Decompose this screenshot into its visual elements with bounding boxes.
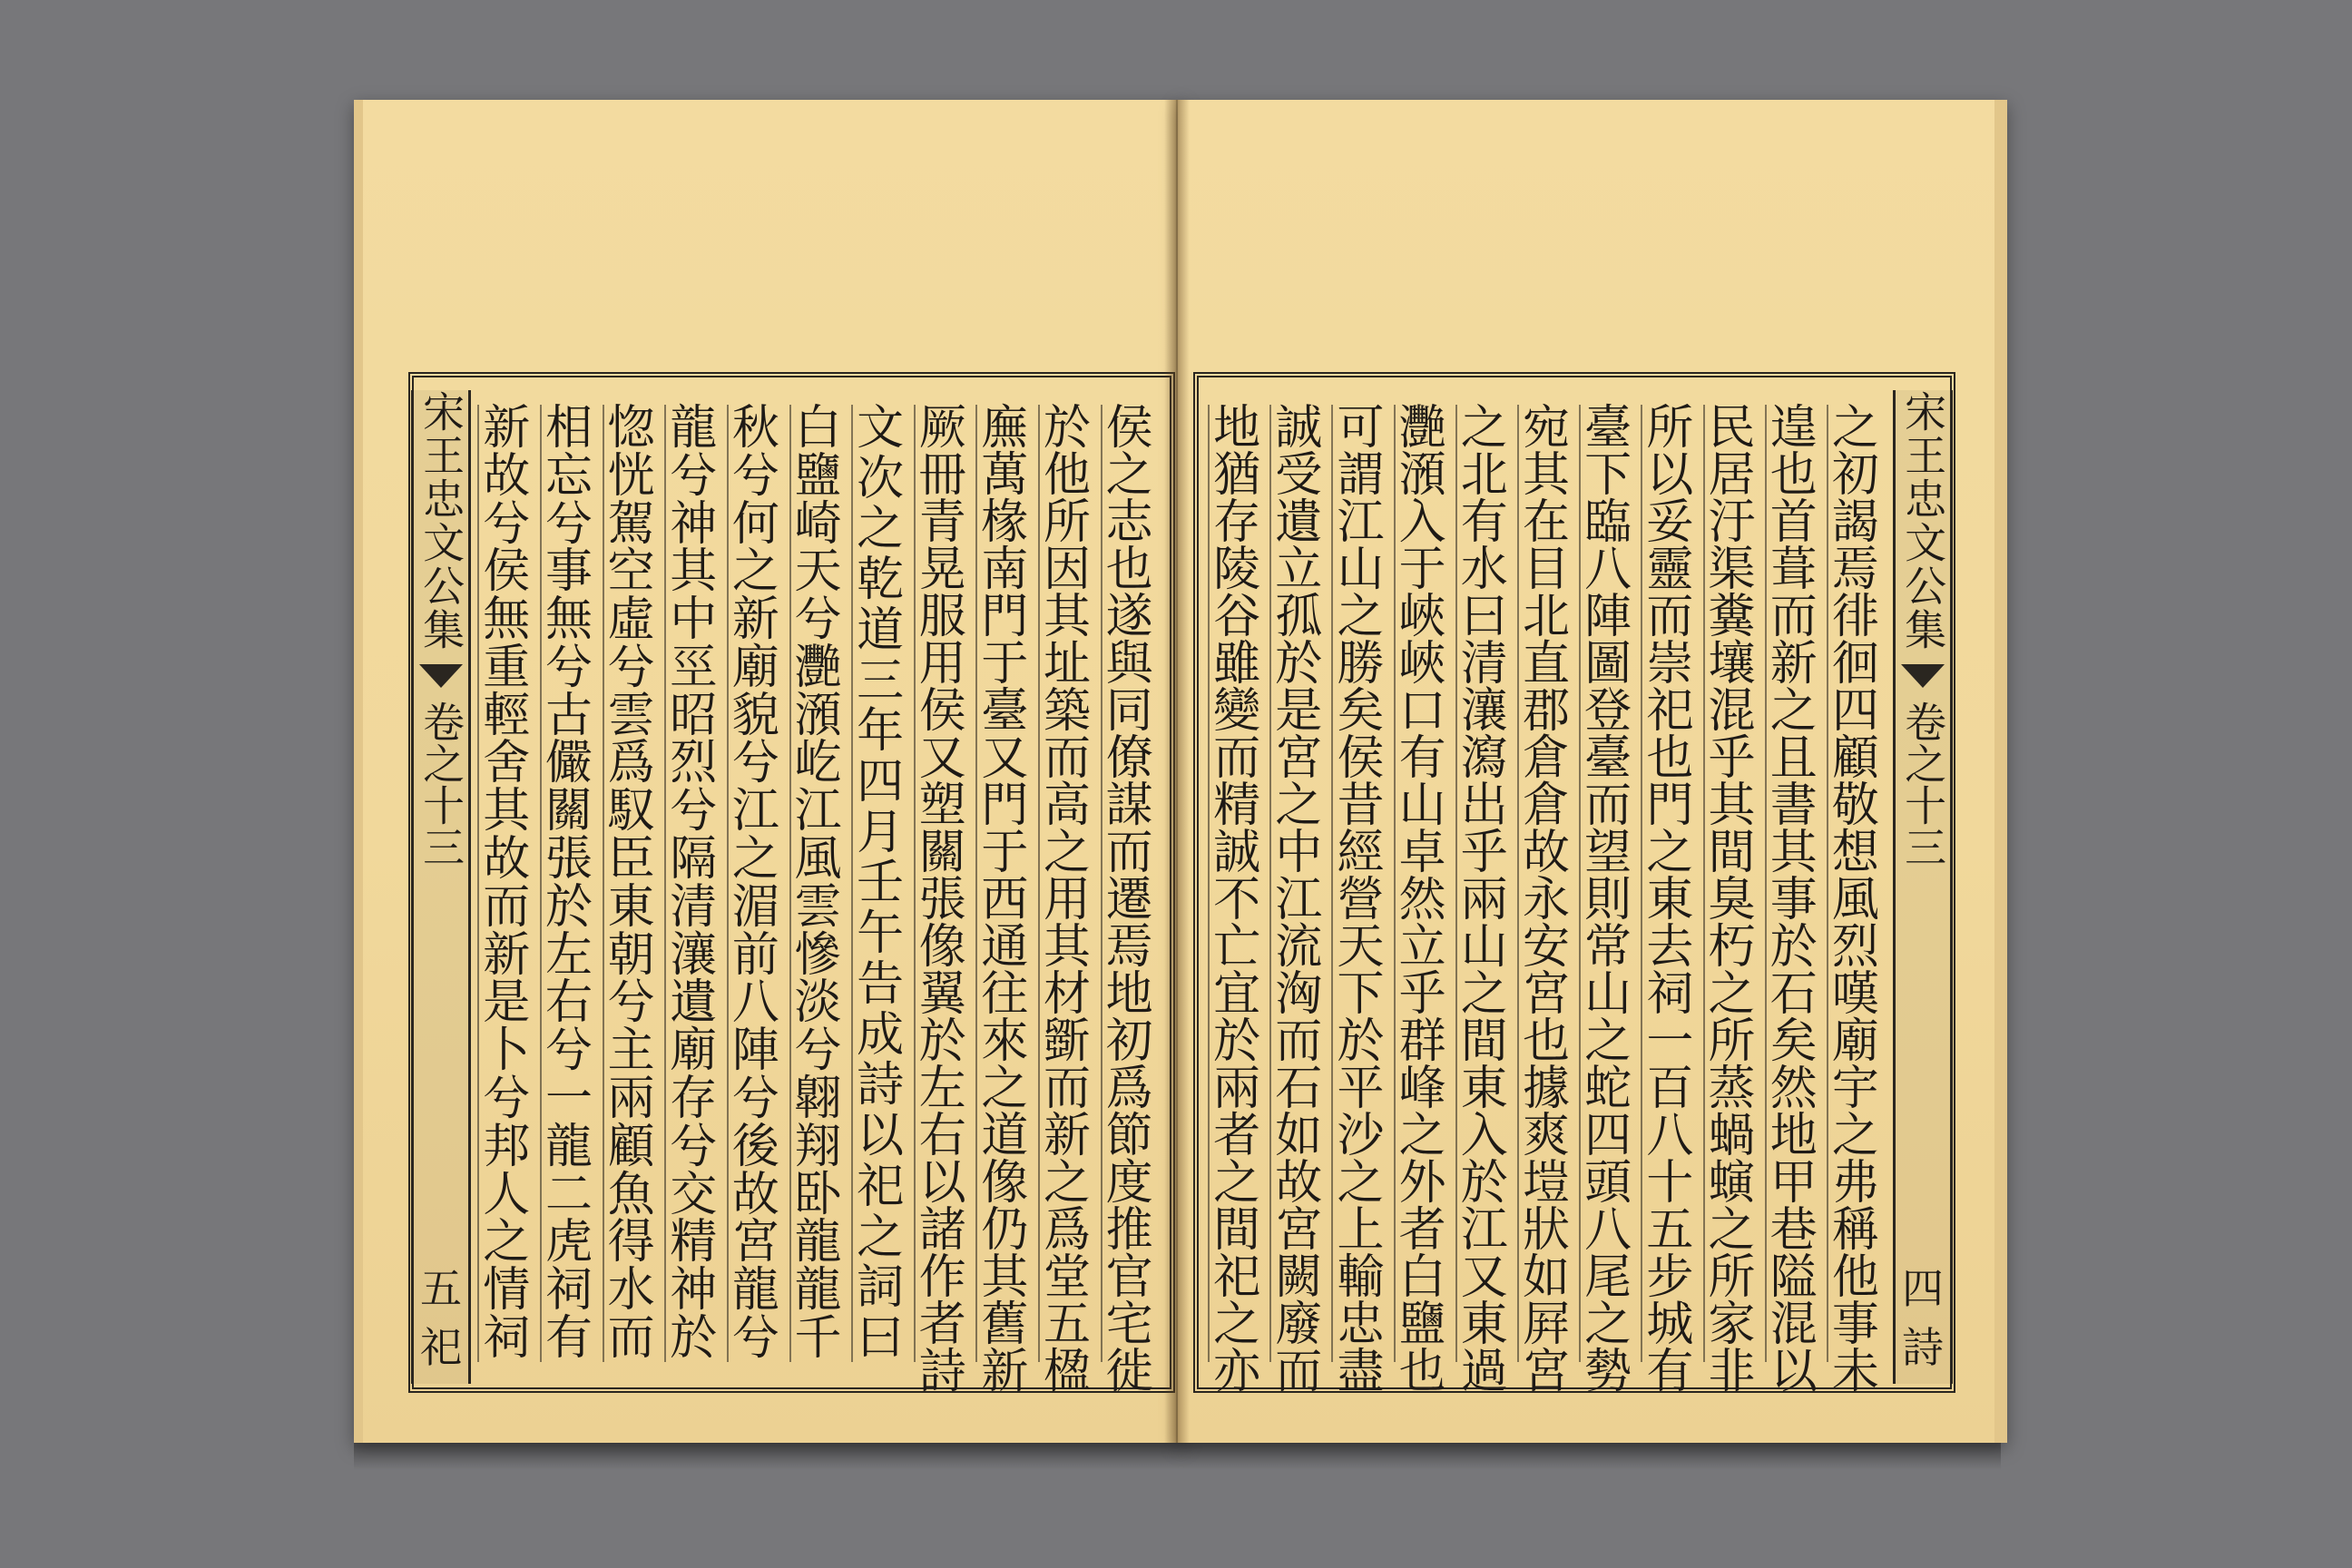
text-column: 地 猶 存 陵 谷 雖 變 而 精 誠 不 亡 宜 於 兩 者 之 間 祀 之 亦 (1208, 405, 1264, 1362)
margin-volume: 卷之十三 (1898, 701, 1948, 867)
right-text-block (1193, 372, 1955, 1399)
text-column: 廡 萬 椽 南 門 于 臺 又 門 于 西 通 往 來 之 道 像 仍 其 舊 新 (975, 405, 1032, 1362)
text-column: 可 謂 江 山 之 勝 矣 侯 昔 經 營 天 下 於 平 沙 之 上 輸 忠 盡 (1331, 405, 1387, 1362)
text-column: 之 北 有 水 曰 清 瀼 瀉 出 乎 兩 山 之 間 東 入 於 江 又 東 過 (1455, 405, 1512, 1362)
right-page (1178, 100, 2007, 1443)
text-column: 文 次 之 乾 道 三 年 四 月 壬 午 告 成 詩 以 祀 之 詞 曰 (851, 405, 907, 1362)
book-shadow (354, 1443, 2001, 1470)
text-column: 遑 也 首 葺 而 新 之 且 書 其 事 於 石 矣 然 地 甲 巷 隘 混 以 (1765, 405, 1821, 1362)
text-column: 相 忘 兮 事 無 兮 古 儼 關 張 於 左 右 兮 一 龍 二 虎 祠 有 (540, 405, 596, 1362)
text-column: 誠 受 遺 立 孤 於 是 宮 之 中 江 流 洶 而 石 如 故 宮 闕 廢 而 (1269, 405, 1326, 1362)
text-column: 灧 澦 入 于 峽 峽 口 有 山 卓 然 立 乎 群 峰 之 外 者 白 鹽 也 (1394, 405, 1450, 1362)
margin-title: 宋王忠文公集 (1898, 390, 1948, 652)
text-column: 之 初 謁 焉 徘 徊 四 顧 敬 想 風 烈 嘆 廟 宇 之 弗 稱 他 事 未 (1827, 405, 1883, 1362)
open-book (354, 100, 2001, 1443)
margin-title: 宋王忠文公集 (416, 390, 466, 652)
text-column: 侯 之 志 也 遂 與 同 僚 謀 而 遷 焉 地 初 爲 節 度 推 官 宅 徙 (1101, 405, 1157, 1362)
text-column: 白 鹽 崎 天 兮 灧 澦 屹 江 風 雲 慘 淡 兮 翺 翔 卧 龍 龍 千 (789, 405, 846, 1362)
margin-volume: 卷之十三 (416, 701, 466, 867)
book-gutter (1164, 100, 1190, 1443)
text-column: 宛 其 在 目 北 直 郡 倉 倉 故 永 安 宮 也 據 爽 塏 狀 如 屛 宮 (1517, 405, 1573, 1362)
margin-page-number: 五 (420, 1264, 462, 1314)
right-page-margin-column (1893, 390, 1953, 1384)
text-column: 厥 冊 青 晃 服 用 侯 又 塑 關 張 像 翼 於 左 右 以 諸 作 者 詩 (914, 405, 970, 1362)
text-column: 惚 恍 駕 空 虛 兮 雲 爲 馭 臣 東 朝 兮 主 兩 顧 魚 得 水 而 (603, 405, 659, 1362)
margin-section: 詩 (1902, 1322, 1944, 1372)
fish-tail-icon (419, 664, 463, 688)
left-page-margin-column (411, 390, 471, 1384)
text-column: 所 以 妥 靈 而 崇 祀 也 門 之 東 去 祠 一 百 八 十 五 步 城 有 (1641, 405, 1697, 1362)
text-column: 於 他 所 因 其 址 築 而 高 之 用 其 材 斵 而 新 之 爲 堂 五 楹 (1038, 405, 1094, 1362)
text-column: 民 居 汙 渠 糞 壤 混 乎 其 間 臭 朽 之 所 蒸 蝸 螾 之 所 家 非 (1703, 405, 1759, 1362)
margin-section: 祀 (420, 1322, 462, 1372)
text-column: 臺 下 臨 八 陣 圖 登 臺 而 望 則 常 山 之 蛇 四 頭 八 尾 之 勢 (1579, 405, 1635, 1362)
left-text-block (408, 372, 1175, 1399)
fish-tail-icon (1901, 664, 1945, 688)
text-column: 新 故 兮 侯 無 重 輕 舍 其 故 而 新 是 卜 兮 邦 人 之 情 祠 (477, 405, 534, 1362)
margin-page-number: 四 (1902, 1264, 1944, 1314)
text-column: 龍 兮 神 其 中 巠 昭 烈 兮 隔 清 瀼 遺 廟 存 兮 交 精 神 於 (664, 405, 720, 1362)
text-column: 秋 兮 何 之 新 廟 貌 兮 江 之 湄 前 八 陣 兮 後 故 宮 龍 兮 (727, 405, 783, 1362)
left-page (354, 100, 1184, 1443)
